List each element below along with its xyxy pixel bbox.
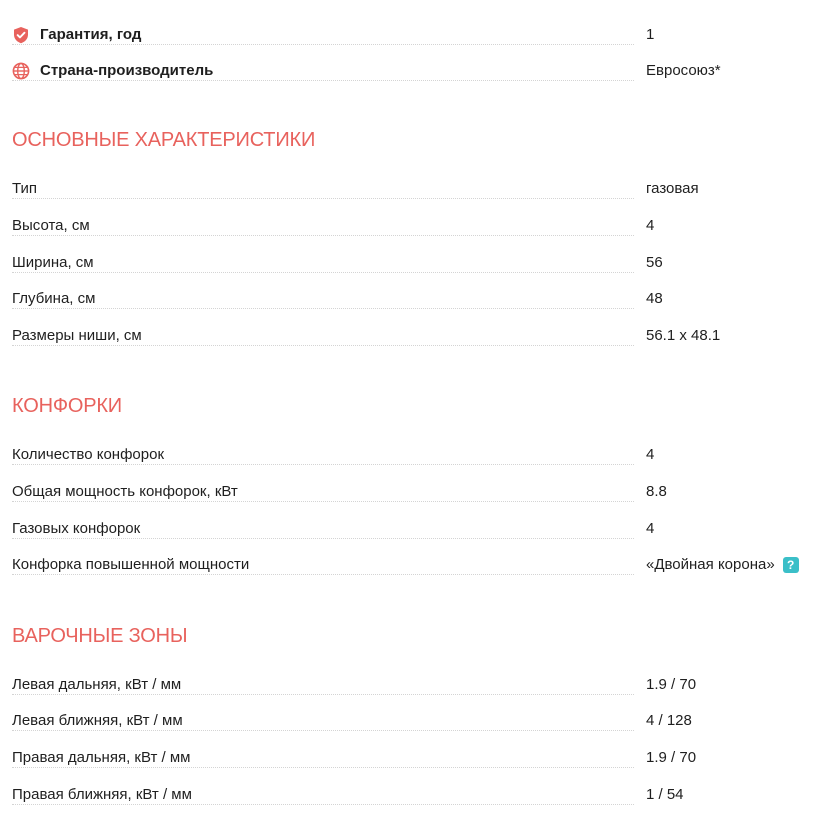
spec-row	[12, 214, 808, 238]
spec-row	[12, 480, 808, 504]
dotted-leader	[12, 538, 634, 539]
spec-value: 4 / 128	[646, 712, 692, 729]
spec-row	[12, 443, 808, 467]
spec-value: газовая	[646, 180, 699, 197]
spec-label: Газовых конфорок	[12, 520, 152, 538]
spec-label: Тип	[12, 180, 49, 198]
dotted-leader	[12, 235, 634, 236]
dotted-leader	[12, 80, 634, 81]
dotted-leader	[12, 345, 634, 346]
spec-row	[12, 783, 808, 807]
spec-label: Глубина, см	[12, 290, 107, 308]
spec-row-country	[12, 59, 808, 83]
spec-label: Левая дальняя, кВт / мм	[12, 676, 193, 694]
spec-label-cell	[12, 59, 634, 83]
spec-value: 1	[646, 26, 655, 43]
spec-value: 56.1 x 48.1	[646, 327, 721, 344]
spec-row	[12, 251, 808, 275]
dotted-leader	[12, 574, 634, 575]
spec-value: 4	[646, 520, 655, 537]
spec-row	[12, 324, 808, 348]
dotted-leader	[12, 804, 634, 805]
spec-label-cell	[12, 23, 634, 47]
spec-row-warranty	[12, 23, 808, 47]
section-title-burners: КОНФОРКИ	[12, 395, 122, 417]
dotted-leader	[12, 694, 634, 695]
dotted-leader	[12, 44, 634, 45]
section-title-main-specs: ОСНОВНЫЕ ХАРАКТЕРИСТИКИ	[12, 129, 316, 151]
spec-label: Левая ближняя, кВт / мм	[12, 712, 195, 730]
spec-value: 48	[646, 290, 663, 307]
dotted-leader	[12, 198, 634, 199]
spec-label: Страна-производитель	[40, 62, 214, 79]
spec-row	[12, 709, 808, 733]
spec-row	[12, 517, 808, 541]
shield-check-icon	[12, 26, 30, 44]
spec-label: Высота, см	[12, 217, 102, 235]
spec-value: «Двойная корона»	[646, 556, 775, 573]
spec-value: Евросоюз*	[646, 62, 721, 79]
spec-label: Общая мощность конфорок, кВт	[12, 483, 250, 501]
dotted-leader	[12, 464, 634, 465]
spec-value: 56	[646, 254, 663, 271]
dotted-leader	[12, 767, 634, 768]
globe-icon	[12, 62, 30, 80]
spec-label: Конфорка повышенной мощности	[12, 556, 261, 574]
spec-value: 4	[646, 446, 655, 463]
spec-value: 8.8	[646, 483, 667, 500]
spec-value: 1.9 / 70	[646, 749, 697, 766]
dotted-leader	[12, 730, 634, 731]
spec-row	[12, 287, 808, 311]
dotted-leader	[12, 501, 634, 502]
spec-label: Гарантия, год	[40, 26, 142, 43]
spec-row	[12, 746, 808, 770]
spec-label: Правая ближняя, кВт / мм	[12, 786, 204, 804]
dotted-leader	[12, 308, 634, 309]
section-title-cooking-zones: ВАРОЧНЫЕ ЗОНЫ	[12, 625, 188, 647]
help-icon[interactable]: ?	[783, 557, 799, 573]
spec-label: Количество конфорок	[12, 446, 176, 464]
spec-value: 4	[646, 217, 655, 234]
spec-label: Правая дальняя, кВт / мм	[12, 749, 203, 767]
spec-row	[12, 673, 808, 697]
dotted-leader	[12, 272, 634, 273]
spec-label: Размеры ниши, см	[12, 327, 154, 345]
spec-label: Ширина, см	[12, 254, 106, 272]
spec-row	[12, 177, 808, 201]
spec-value: 1 / 54	[646, 786, 684, 803]
spec-row	[12, 553, 808, 577]
spec-value: 1.9 / 70	[646, 676, 697, 693]
